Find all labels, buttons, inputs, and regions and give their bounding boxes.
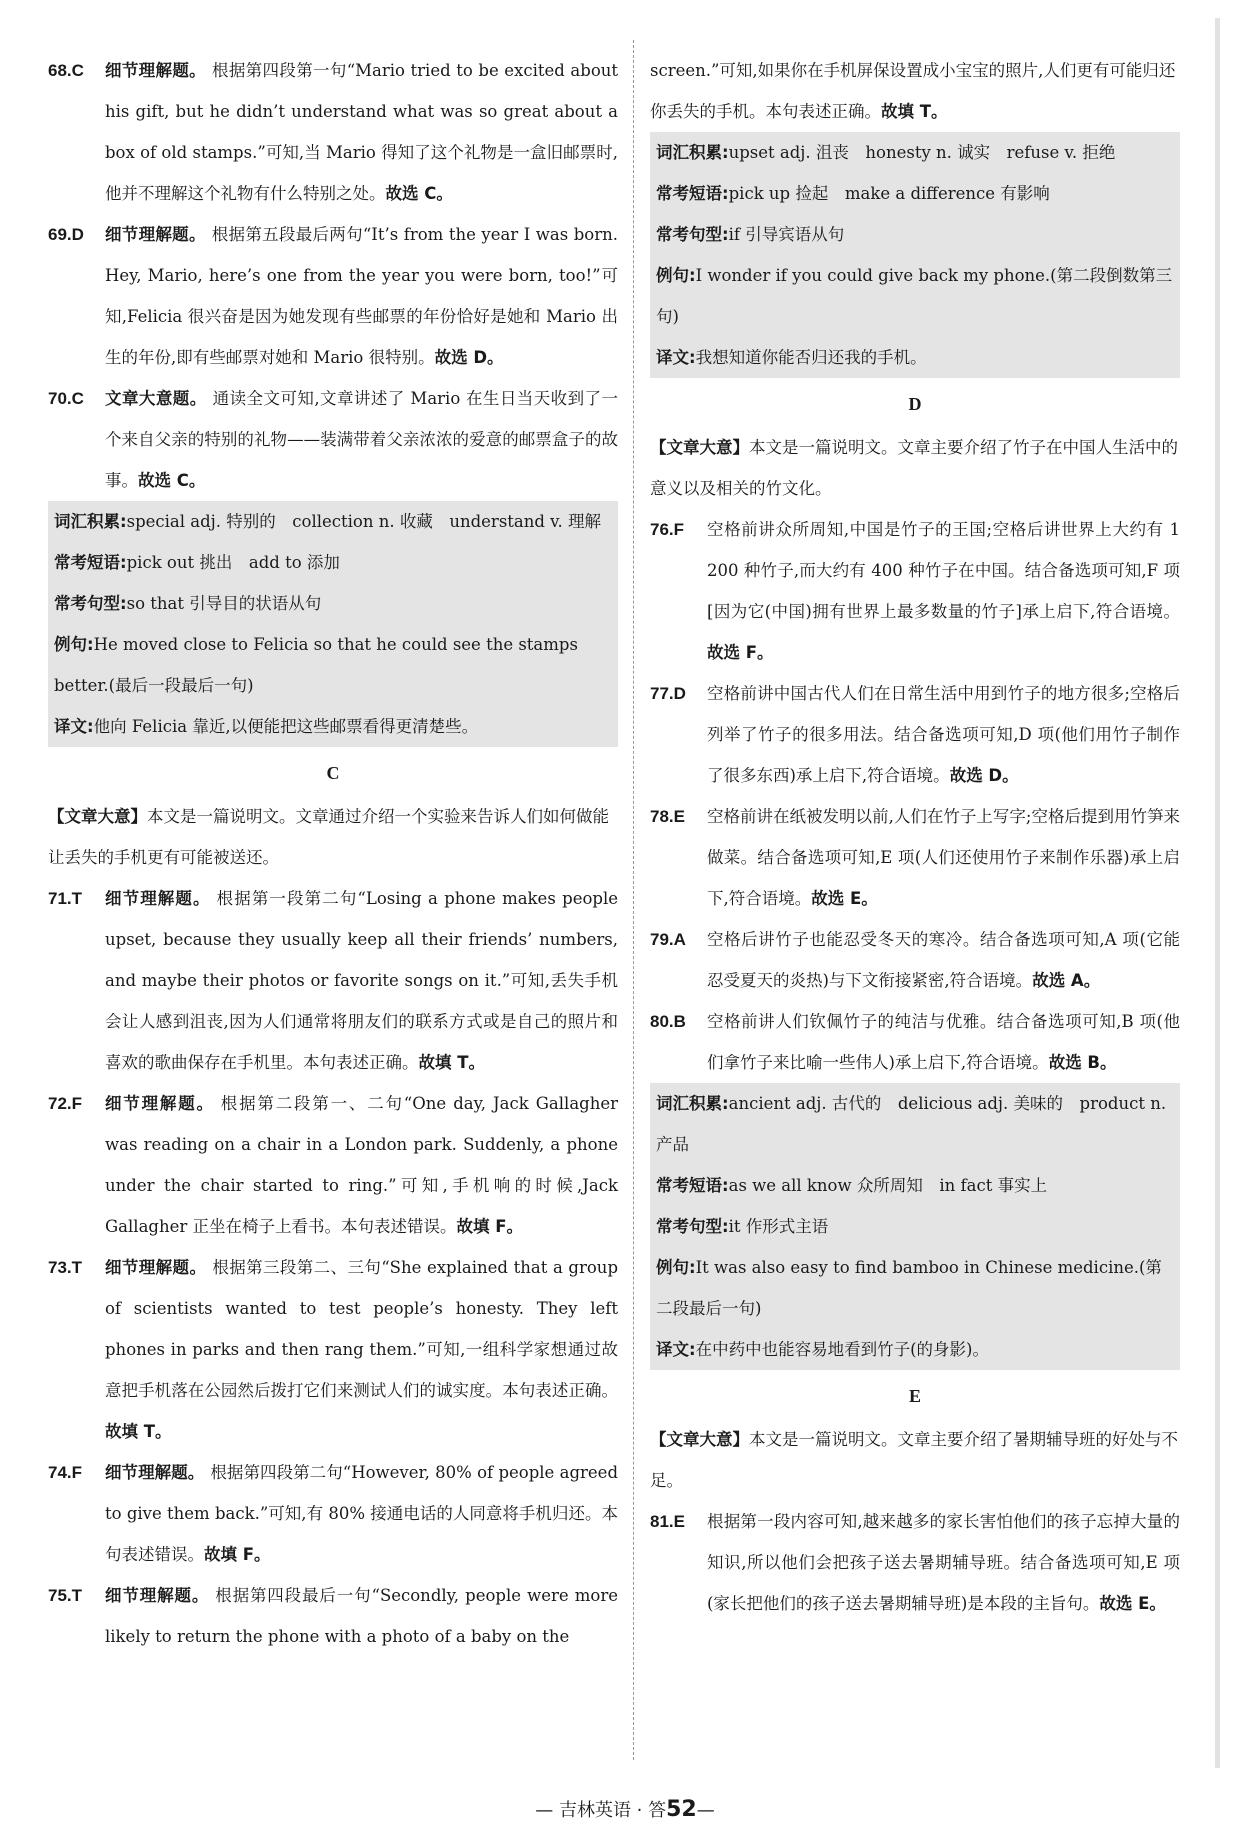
question-type: 细节理解题。: [105, 1094, 215, 1113]
pattern-label: 常考句型:: [656, 225, 729, 244]
explanation: 通读全文可知,文章讲述了 Mario 在生日当天收到了一个来自父亲的特别的礼物——装满带着父亲浓浓的爱意的邮票盒子的故事。: [105, 389, 618, 490]
pattern-text: so that 引导目的状语从句: [126, 594, 322, 613]
page-edge: [1215, 18, 1220, 1768]
answer-69: [48, 214, 618, 378]
question-number: 75.T: [48, 1586, 83, 1605]
phrase-label: 常考短语:: [54, 553, 127, 572]
column-divider: [633, 40, 634, 1760]
pattern-label: 常考句型:: [656, 1217, 729, 1236]
question-number: 74.F: [48, 1463, 83, 1482]
vocab-text: special adj. 特别的 collection n. 收藏 understand v. 理解: [126, 512, 602, 531]
question-number: 80.B: [650, 1012, 686, 1031]
answer-70: [48, 378, 618, 501]
answer-81: [650, 1501, 1180, 1624]
phrase-text: as we all know 众所周知 in fact 事实上: [728, 1176, 1048, 1195]
question-number: 68.C: [48, 61, 84, 80]
passage-summary: [48, 796, 618, 878]
explanation: 空格前讲中国古代人们在日常生活中用到竹子的地方很多;空格后列举了竹子的很多用法。结合备选项可知,D 项(他们用竹子制作了很多东西)承上启下,符合语境。: [707, 684, 1180, 785]
explanation: 空格前讲众所周知,中国是竹子的王国;空格后讲世界上大约有 1 200 种竹子,而大约有 400 种竹子在中国。结合备选项可知,F 项[因为它(中国)拥有世界上最多数量的竹子]承上启下,符合语境。: [707, 520, 1180, 621]
question-number: 71.T: [48, 889, 83, 908]
vocab-box: [650, 1083, 1180, 1370]
answer: 故选 E。: [811, 889, 878, 908]
answer: 故选 D。: [434, 348, 504, 367]
answer-75-continued: [650, 50, 1180, 132]
explanation: 根据第四段第二句“However, 80% of people agreed to give them back.”可知,有 80% 接通电话的人同意将手机归还。本句表述错误。: [105, 1463, 618, 1564]
pattern-text: it 作形式主语: [728, 1217, 829, 1236]
answer-71: [48, 878, 618, 1083]
question-number: 72.F: [48, 1094, 83, 1113]
answer: 故填 F。: [204, 1545, 271, 1564]
question-type: 细节理解题。: [105, 1586, 210, 1605]
question-type: 细节理解题。: [105, 1463, 205, 1482]
explanation: 根据第三段第二、三句“She explained that a group of scientists wanted to test people’s honesty. They left phones in parks and then rang them.”可知,一组科学家想通过故意把手机落在公园然后拨打它们来测试人们的诚实度。本句表述正确。: [105, 1258, 619, 1400]
explanation: 空格前讲在纸被发明以前,人们在竹子上写字;空格后提到用竹笋来做菜。结合备选项可知,E 项(人们还使用竹子来制作乐器)承上启下,符合语境。: [707, 807, 1180, 908]
answer: 故填 F。: [456, 1217, 524, 1236]
question-number: 70.C: [48, 389, 84, 408]
answer-68: [48, 50, 618, 214]
translation-text: 我想知道你能否归还我的手机。: [695, 348, 927, 367]
question-number: 69.D: [48, 225, 84, 244]
vocab-box: [48, 501, 618, 747]
left-column: [48, 50, 618, 1657]
translation-label: 译文:: [656, 1340, 696, 1359]
answer-79: [650, 919, 1180, 1001]
footer-dash: —: [696, 1800, 715, 1821]
summary-label: 【文章大意】: [48, 807, 147, 826]
answer: 故选 E。: [1099, 1594, 1166, 1613]
example-text: He moved close to Felicia so that he could see the stamps better.(最后一段最后一句): [54, 635, 578, 695]
summary-label: 【文章大意】: [650, 438, 749, 457]
explanation: 根据第一段内容可知,越来越多的家长害怕他们的孩子忘掉大量的知识,所以他们会把孩子送去暑期辅导班。结合备选项可知,E 项(家长把他们的孩子送去暑期辅导班)是本段的主旨句。: [707, 1512, 1180, 1613]
phrase-label: 常考短语:: [656, 1176, 729, 1195]
question-number: 78.E: [650, 807, 685, 826]
explanation: 根据第二段第一、二句“One day, Jack Gallagher was reading on a chair in a London park. Suddenly, a phone under the chair started to ring.”可知,手机响的时候,Jack Gallagher 正坐在椅子上看书。本句表述错误。: [105, 1094, 618, 1236]
page-number: 52: [666, 1797, 697, 1822]
explanation: 根据第五段最后两句“It’s from the year I was born. Hey, Mario, here’s one from the year you were born, too!”可知,Felicia 很兴奋是因为她发现有些邮票的年份恰好是她和 Mario 出生的年份,即有些邮票对她和 Mario 很特别。: [105, 225, 618, 367]
answer: 故填 T。: [881, 102, 948, 121]
answer-73: [48, 1247, 618, 1452]
answer: 故填 T。: [105, 1422, 172, 1441]
answer-72: [48, 1083, 618, 1247]
example-label: 例句:: [54, 635, 94, 654]
question-type: 细节理解题。: [105, 61, 207, 80]
translation-label: 译文:: [656, 348, 696, 367]
section-heading: C: [326, 763, 340, 783]
example-text: It was also easy to find bamboo in Chinese medicine.(第二段最后一句): [656, 1258, 1162, 1318]
translation-label: 译文:: [54, 717, 94, 736]
vocab-text: ancient adj. 古代的 delicious adj. 美味的 product n. 产品: [656, 1094, 1167, 1154]
pattern-label: 常考句型:: [54, 594, 127, 613]
footer-label: — 吉林英语 · 答: [535, 1800, 667, 1821]
phrase-text: pick up 捡起 make a difference 有影响: [728, 184, 1050, 203]
section-heading: D: [908, 394, 922, 414]
answer-77: [650, 673, 1180, 796]
explanation: 根据第一段第二句“Losing a phone makes people upset, because they usually keep all their friends’ numbers, and maybe their photos or favorite songs on it.”可知,丢失手机会让人感到沮丧,因为人们通常将朋友们的联系方式或是自己的照片和喜欢的歌曲保存在手机里。本句表述正确。: [105, 889, 618, 1072]
summary-text: 本文是一篇说明文。文章主要介绍了暑期辅导班的好处与不足。: [650, 1430, 1178, 1490]
translation-text: 他向 Felicia 靠近,以便能把这些邮票看得更清楚些。: [93, 717, 479, 736]
question-type: 文章大意题。: [105, 389, 207, 408]
answer: 故选 C。: [138, 471, 206, 490]
answer: 故填 T。: [418, 1053, 485, 1072]
pattern-text: if 引导宾语从句: [728, 225, 845, 244]
example-label: 例句:: [656, 1258, 696, 1277]
phrase-label: 常考短语:: [656, 184, 729, 203]
answer: 故选 D。: [949, 766, 1019, 785]
question-type: 细节理解题。: [105, 889, 211, 908]
answer-76: [650, 509, 1180, 673]
example-text: I wonder if you could give back my phone.(第二段倒数第三句): [656, 266, 1173, 326]
vocab-text: upset adj. 沮丧 honesty n. 诚实 refuse v. 拒绝: [728, 143, 1116, 162]
answer: 故选 F。: [707, 643, 774, 662]
question-number: 79.A: [650, 930, 686, 949]
vocab-label: 词汇积累:: [54, 512, 127, 531]
page-footer: [0, 1796, 1250, 1822]
passage-summary: [650, 1419, 1180, 1501]
question-number: 77.D: [650, 684, 686, 703]
question-number: 76.F: [650, 520, 685, 539]
summary-text: 本文是一篇说明文。文章通过介绍一个实验来告诉人们如何做能让丢失的手机更有可能被送还。: [48, 807, 609, 867]
summary-label: 【文章大意】: [650, 1430, 749, 1449]
example-label: 例句:: [656, 266, 696, 285]
explanation: 根据第四段第一句“Mario tried to be excited about his gift, but he didn’t understand what was so great about a box of old stamps.”可知,当 Mario 得知了这个礼物是一盒旧邮票时,他并不理解这个礼物有什么特别之处。: [105, 61, 619, 203]
answer-78: [650, 796, 1180, 919]
answer: 故选 B。: [1048, 1053, 1117, 1072]
answer-80: [650, 1001, 1180, 1083]
answer-75: [48, 1575, 618, 1657]
right-column: [650, 50, 1180, 1624]
answer-74: [48, 1452, 618, 1575]
vocab-label: 词汇积累:: [656, 143, 729, 162]
summary-text: 本文是一篇说明文。文章主要介绍了竹子在中国人生活中的意义以及相关的竹文化。: [650, 438, 1178, 498]
passage-summary: [650, 427, 1180, 509]
vocab-label: 词汇积累:: [656, 1094, 729, 1113]
question-type: 细节理解题。: [105, 225, 206, 244]
phrase-text: pick out 挑出 add to 添加: [126, 553, 340, 572]
explanation: 空格后讲竹子也能忍受冬天的寒冷。结合备选项可知,A 项(它能忍受夏天的炎热)与下文衔接紧密,符合语境。: [707, 930, 1180, 990]
question-type: 细节理解题。: [105, 1258, 207, 1277]
explanation: 空格前讲人们钦佩竹子的纯洁与优雅。结合备选项可知,B 项(他们拿竹子来比喻一些伟人)承上启下,符合语境。: [707, 1012, 1180, 1072]
section-heading: E: [908, 1386, 921, 1406]
explanation: 根据第四段最后一句“Secondly, people were more likely to return the phone with a photo of a baby on the: [105, 1586, 618, 1646]
answer: 故选 C。: [385, 184, 453, 203]
vocab-box: [650, 132, 1180, 378]
question-number: 73.T: [48, 1258, 83, 1277]
answer: 故选 A。: [1032, 971, 1101, 990]
explanation: screen.”可知,如果你在手机屏保设置成小宝宝的照片,人们更有可能归还你丢失的手机。本句表述正确。: [650, 61, 1176, 121]
question-number: 81.E: [650, 1512, 685, 1531]
translation-text: 在中药中也能容易地看到竹子(的身影)。: [695, 1340, 989, 1359]
